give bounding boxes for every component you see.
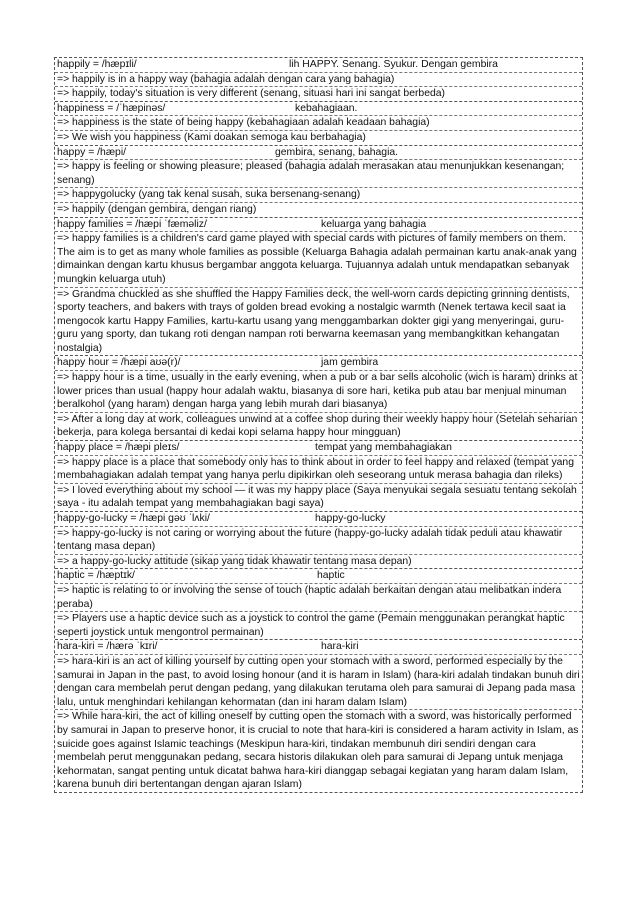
- dictionary-entry: [55, 217, 582, 356]
- entry-header: [55, 146, 582, 160]
- definition-line: => happily, today's situation is very different (senang, situasi hari ini sangat berbeda): [55, 86, 582, 101]
- entry-header: [55, 640, 582, 654]
- headword: hara-kiri = /hærə ˈkɪri/: [57, 641, 158, 653]
- entry-header: [55, 512, 582, 526]
- translation: jam gembira: [321, 357, 379, 369]
- translation: gembira, senang, bahagia.: [275, 146, 399, 158]
- definition-line: => happy place is a place that somebody only has to think about in order to feel happy and relaxed (tempat yang membahagiakan adalah tempat yang hanya perlu dipikirkan oleh seseorang untuk merasa bahagia dan rileks): [55, 455, 582, 483]
- dictionary-entry: [55, 58, 582, 101]
- headword: happily = /hæpɪli/: [57, 59, 137, 70]
- definition-line: => happy families is a children's card game played with special cards with pictures of family members on them. The aim is to get as many whole families as possible (Keluarga Bahagia adalah permainan kartu anak-anak yang dimainkan dengan kartu khusus bergambar anggota keluarga. Tujuannya adalah untuk mendapatkan sebanyak mungkin keluarga utuh): [55, 231, 582, 286]
- definition-line: => hara-kiri is an act of killing yourself by cutting open your stomach with a sword, performed especially by the samurai in Japan in the past, to avoid losing honour (and it is haram in Islam) (hara-kiri adalah tindakan bunuh diri dengan cara membelah perut dengan pedang, yang dilakukan terutama oleh para samurai di Jepang pada masa lalu, untuk menghindari kehilangan kehormatan (dan ini haram dalam Islam): [55, 654, 582, 709]
- definition-line: => I loved everything about my school — it was my happy place (Saya menyukai segala sesuatu tentang sekolah saya - itu adalah tempat yang membahagiakan bagi saya): [55, 483, 582, 511]
- translation: keluarga yang bahagia: [321, 218, 427, 230]
- dictionary-entry: [55, 145, 582, 217]
- headword: haptic = /hæptɪk/: [57, 570, 135, 582]
- dictionary-entry: [55, 440, 582, 511]
- definition-line: => happily is in a happy way (bahagia adalah dengan cara yang bahagia): [55, 72, 582, 87]
- definition-line: => happy is feeling or showing pleasure; pleased (bahagia adalah merasakan atau menunjukkan kesenangan; senang): [55, 159, 582, 187]
- definition-line: => happy-go-lucky is not caring or worrying about the future (happy-go-lucky adalah tidak peduli atau khawatir tentang masa depan): [55, 526, 582, 554]
- entry-header: [55, 441, 582, 455]
- headword: happy-go-lucky = /hæpi gəʊ ˈlʌki/: [57, 513, 210, 524]
- dictionary-entry: [55, 101, 582, 145]
- entry-header: [55, 218, 582, 232]
- definition-line: => Grandma chuckled as she shuffled the Happy Families deck, the well-worn cards depicting grinning dentists, sporty teachers, and bakers with trays of golden bread evoking a nostalgic warmth (Nenek tertawa kecil saat ia mengocok kartu Happy Families, kartu-kartu usang yang menggambarkan dokter gigi yang menyeringai, guru-guru yang sporty, dan tukang roti dengan nampan roti berwarna keemasan yang membangkitkan kehangatan nostalgia): [55, 287, 582, 356]
- translation: haptic: [317, 570, 345, 582]
- entry-header: [55, 356, 582, 370]
- definition-line: => After a long day at work, colleagues unwind at a coffee shop during their weekly happy hour (Setelah seharian bekerja, para kolega bersantai di kedai kopi selama happy hour mingguan): [55, 412, 582, 440]
- definition-line: => We wish you happiness (Kami doakan semoga kau berbahagia): [55, 130, 582, 145]
- entry-header: [55, 102, 582, 116]
- definition-line: => happy hour is a time, usually in the early evening, when a pub or a bar sells alcoholic (wich is haram) drinks at lower prices than usual (happy hour adalah waktu, biasanya di sore hari, ketika pub atau bar menjual minuman beralkohol (yang haram) dengan harga yang lebih murah dari biasanya): [55, 370, 582, 412]
- translation: lih HAPPY. Senang. Syukur. Dengan gembira: [289, 59, 498, 70]
- headword: happy families = /hæpi ˈfæməliz/: [57, 218, 207, 230]
- dictionary-entry: [55, 511, 582, 568]
- translation: kebahagiaan.: [295, 102, 358, 114]
- translation: tempat yang membahagiakan: [315, 442, 452, 454]
- entry-header: [55, 58, 582, 72]
- translation: happy-go-lucky: [315, 513, 386, 524]
- headword: happy = /hæpi/: [57, 146, 127, 158]
- definition-line: => happygolucky (yang tak kenal susah, suka bersenang-senang): [55, 187, 582, 202]
- definition-line: => happiness is the state of being happy (kebahagiaan adalah keadaan bahagia): [55, 115, 582, 130]
- definition-line: => haptic is relating to or involving the sense of touch (haptic adalah berkaitan dengan atau melibatkan indera peraba): [55, 583, 582, 611]
- translation: hara-kiri: [321, 641, 359, 653]
- dictionary-entry: [55, 639, 582, 792]
- entry-header: [55, 569, 582, 583]
- dictionary-entry: [55, 568, 582, 639]
- dictionary-table: [54, 57, 583, 793]
- definition-line: => Players use a haptic device such as a joystick to control the game (Pemain menggunakan perangkat haptic seperti joystick untuk mengontrol permainan): [55, 611, 582, 639]
- definition-line: => While hara-kiri, the act of killing oneself by cutting open the stomach with a sword, was historically performed by samurai in Japan to preserve honor, it is crucial to note that hara-kiri is considered a haram activity in Islam, as suicide goes against Islamic teachings (Meskipun hara-kiri, tindakan membunuh diri sendiri dengan cara membelah perut menggunakan pedang, secara historis dilakukan oleh para samurai di Jepang untuk menjaga kehormatan, sangat penting untuk dicatat bahwa hara-kiri dianggap sebagai kegiatan yang haram dalam Islam, karena bunuh diri bertentangan dengan ajaran Islam): [55, 709, 582, 792]
- headword: happiness = /ˈhæpinəs/: [57, 102, 166, 114]
- definition-line: => a happy-go-lucky attitude (sikap yang tidak khawatir tentang masa depan): [55, 554, 582, 569]
- headword: happy place = /hæpi pleɪs/: [57, 442, 180, 454]
- definition-line: => happily (dengan gembira, dengan riang): [55, 202, 582, 217]
- headword: happy hour = /hæpi aʊə(r)/: [57, 357, 181, 369]
- dictionary-entry: [55, 355, 582, 440]
